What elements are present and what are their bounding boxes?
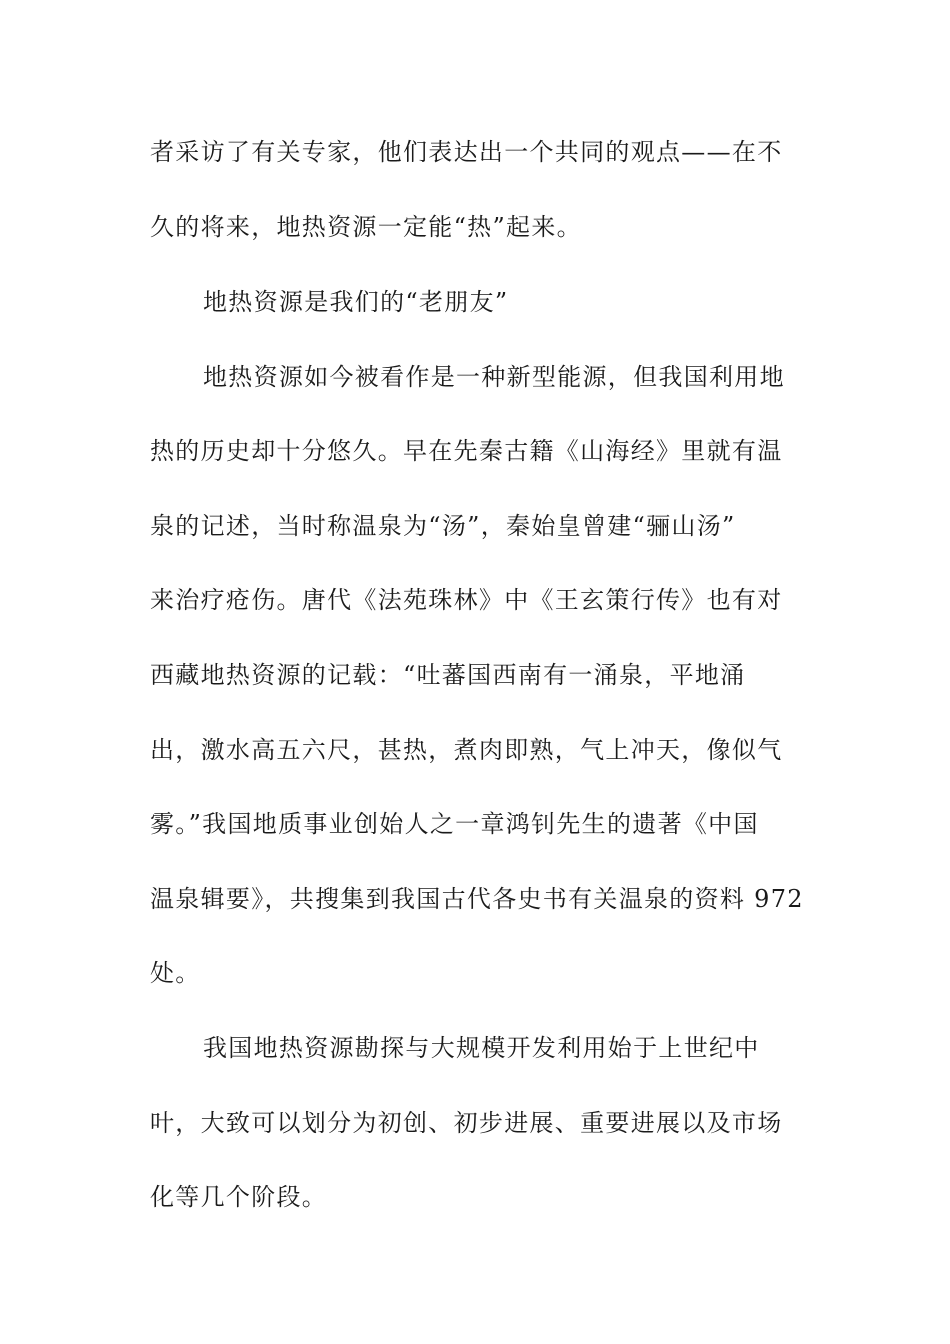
text-line: 温泉辑要》，共搜集到我国古代各史书有关温泉的资料 972 <box>150 885 804 913</box>
text-line: 我国地热资源勘探与大规模开发利用始于上世纪中 <box>203 1034 760 1062</box>
text-line: 地热资源如今被看作是一种新型能源，但我国利用地 <box>203 363 785 391</box>
text-line: 出，激水高五六尺，甚热，煮肉即熟，气上冲天，像似气 <box>150 736 783 764</box>
text-line: 来治疗疮伤。唐代《法苑珠林》中《王玄策行传》也有对 <box>150 586 783 614</box>
section-heading: 地热资源是我们的“老朋友” <box>203 288 509 316</box>
text-line: 泉的记述，当时称温泉为“汤”，秦始皇曾建“骊山汤” <box>150 512 736 540</box>
text-line: 者采访了有关专家，他们表达出一个共同的观点——在不 <box>150 138 783 166</box>
text-line: 处。 <box>150 959 201 987</box>
text-line: 久的将来，地热资源一定能“热”起来。 <box>150 213 582 241</box>
text-line: 热的历史却十分悠久。早在先秦古籍《山海经》里就有温 <box>150 437 783 465</box>
text-line: 西藏地热资源的记载：“吐蕃国西南有一涌泉，平地涌 <box>150 661 746 689</box>
text-line: 化等几个阶段。 <box>150 1183 328 1211</box>
text-line: 雾。”我国地质事业创始人之一章鸿钊先生的遗著《中国 <box>150 810 759 838</box>
text-line: 叶，大致可以划分为初创、初步进展、重要进展以及市场 <box>150 1109 783 1137</box>
